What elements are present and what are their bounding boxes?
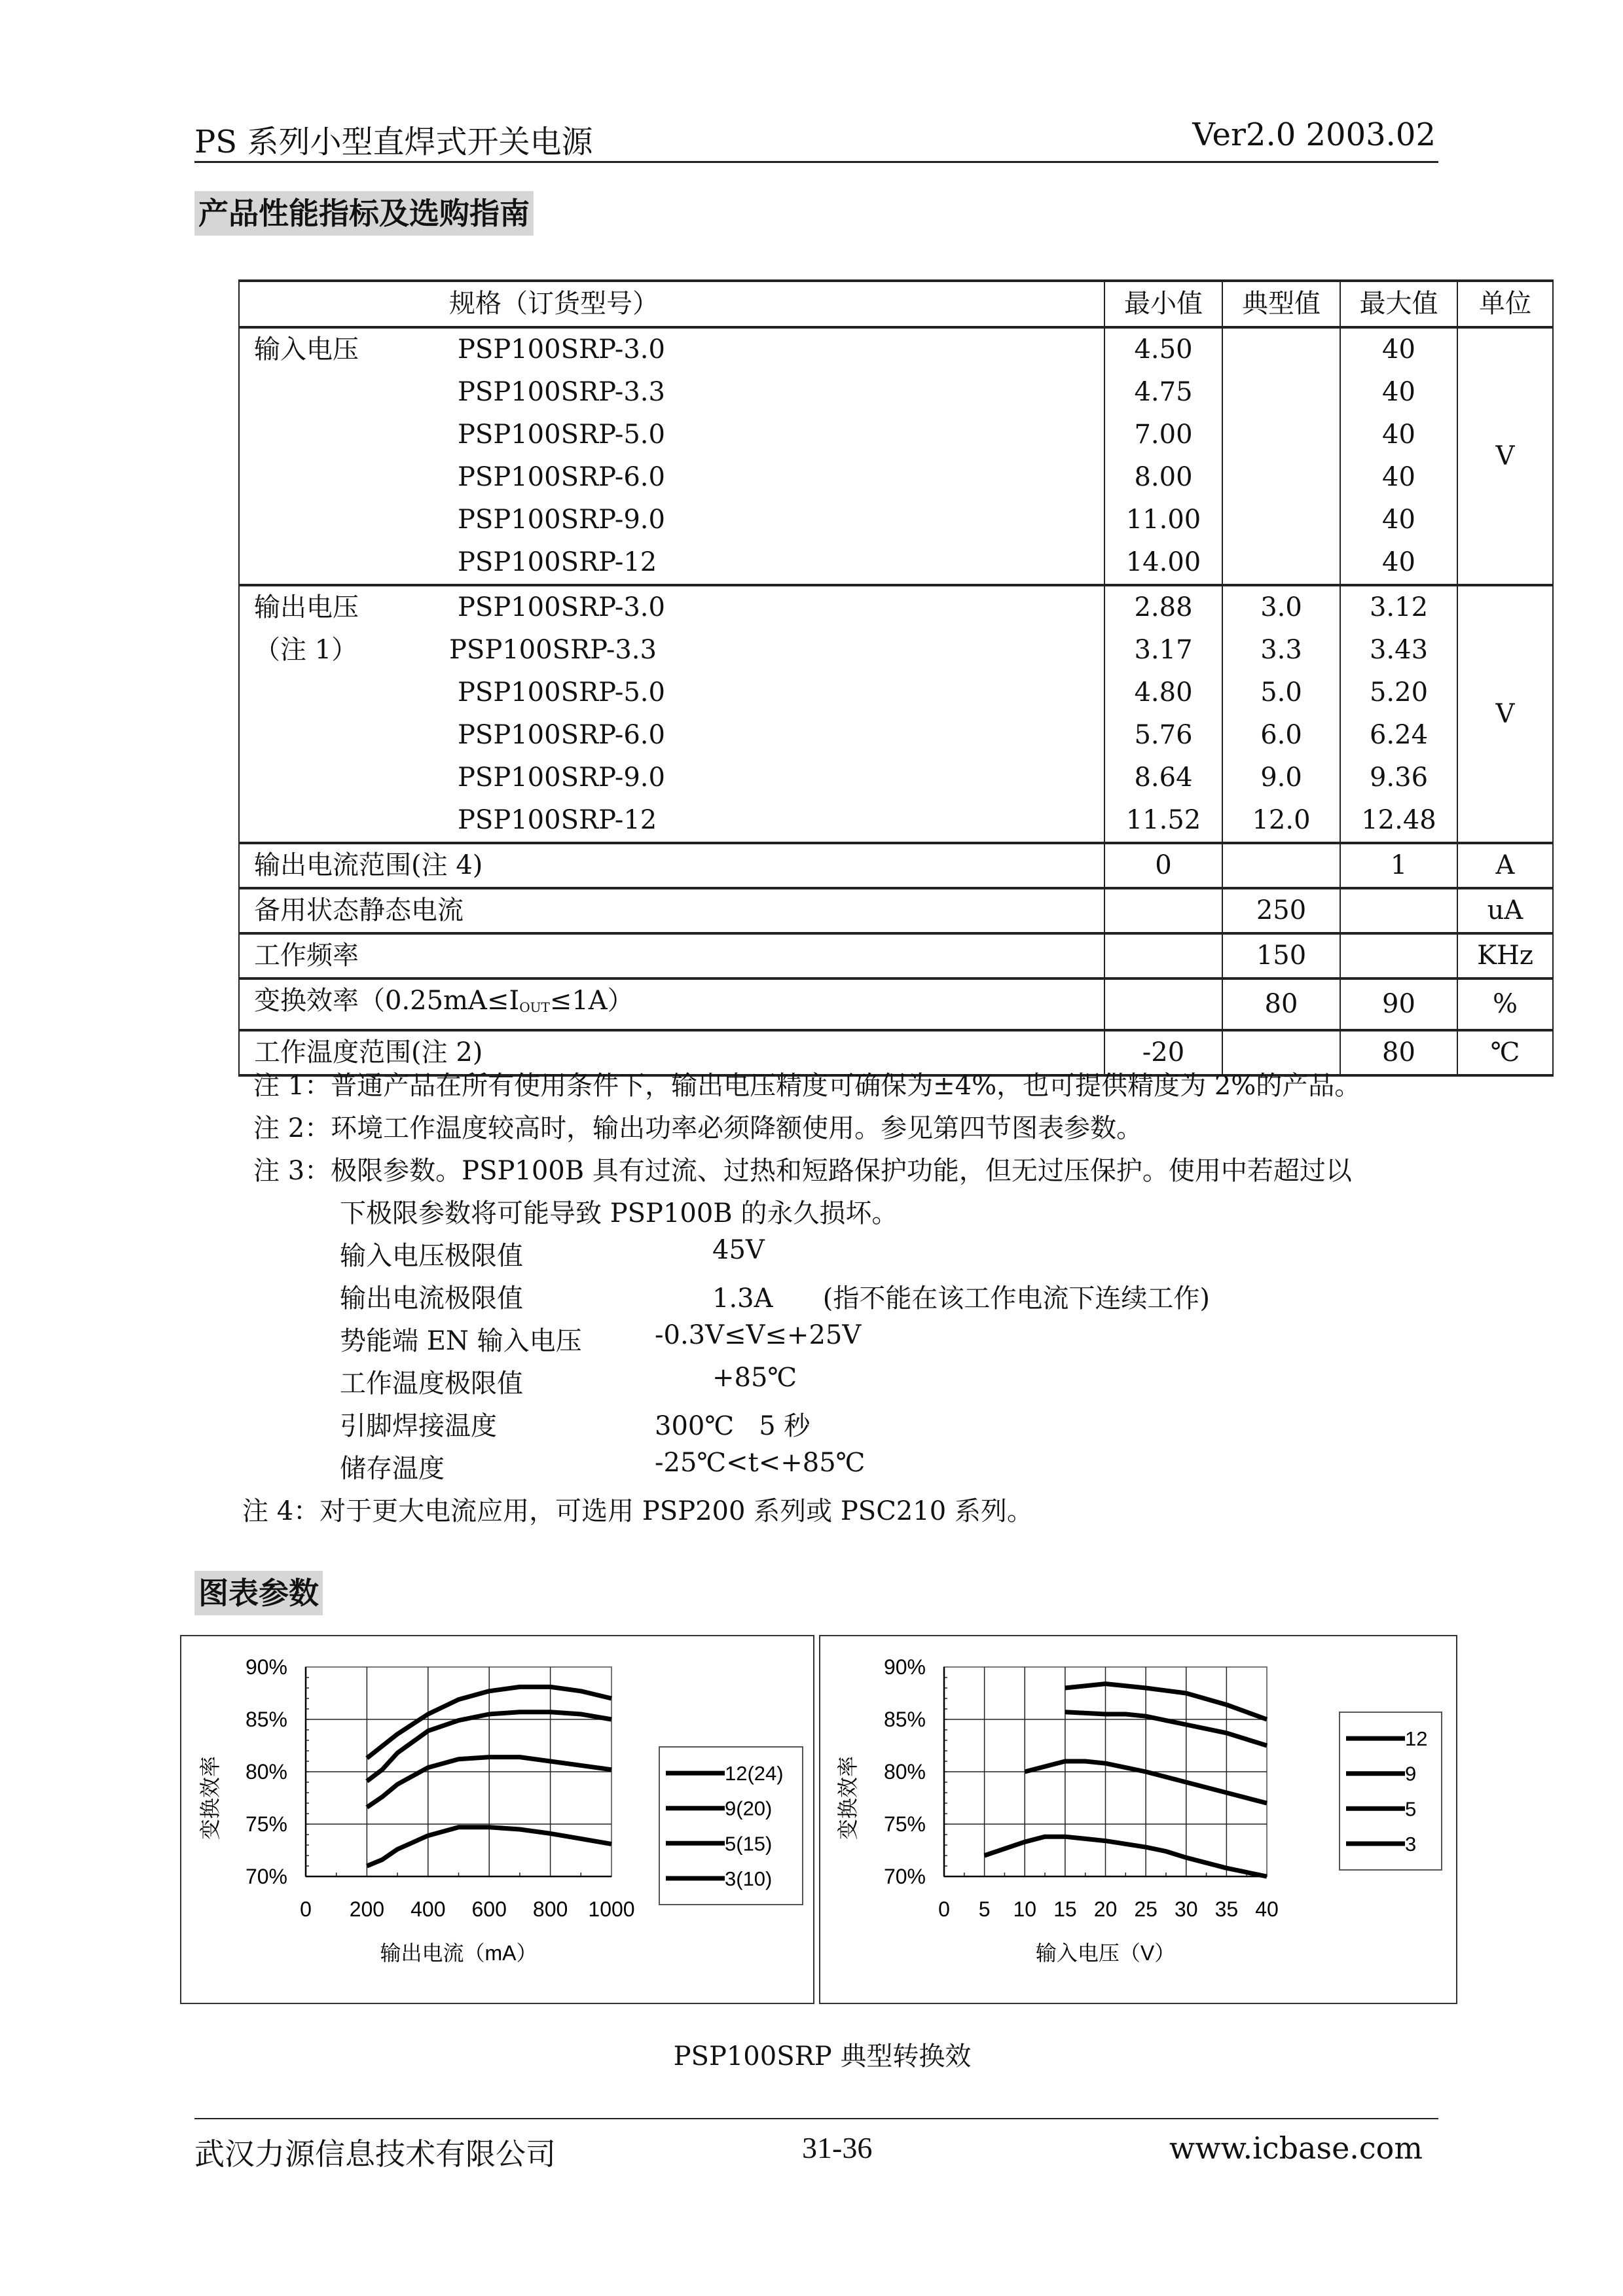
column-header: 规格（订货型号） xyxy=(239,281,1104,327)
x-tick-label: 400 xyxy=(410,1897,446,1921)
param-name-cell xyxy=(239,978,1104,1030)
chart-caption: PSP100SRP 典型转换效 xyxy=(673,2041,972,2072)
min-value xyxy=(1104,888,1222,933)
legend-label: 9 xyxy=(1405,1762,1417,1785)
table-row xyxy=(239,456,1553,499)
param-subscript: OUT xyxy=(519,999,550,1015)
footer-company: 武汉力源信息技术有限公司 xyxy=(194,2136,556,2172)
param-name: 输出电流范围(注 4) xyxy=(254,850,483,880)
limit-name: 输出电流极限值 xyxy=(340,1283,523,1314)
spec-cell xyxy=(239,414,1104,456)
x-tick-label: 20 xyxy=(1093,1897,1118,1921)
table-row xyxy=(239,672,1553,714)
spec-cell xyxy=(239,371,1104,414)
y-axis-label: 变换效率 xyxy=(198,1755,222,1840)
x-tick-label: 35 xyxy=(1214,1897,1239,1921)
table-header-row xyxy=(239,281,1553,327)
limit-value: 45V xyxy=(712,1235,765,1265)
spec-cell xyxy=(239,456,1104,499)
y-tick-label: 85% xyxy=(245,1708,287,1731)
header-rule xyxy=(194,161,1438,163)
x-tick-label: 40 xyxy=(1255,1897,1279,1921)
model-name: PSP100SRP-5.0 xyxy=(458,677,665,708)
table-row xyxy=(239,629,1553,672)
min-value: 0 xyxy=(1104,843,1222,888)
max-value: 80 xyxy=(1340,1030,1457,1075)
group-label: 输入电压 xyxy=(254,334,359,365)
min-value: 4.75 xyxy=(1104,371,1222,414)
max-value: 40 xyxy=(1340,541,1457,585)
typ-value xyxy=(1222,327,1340,371)
typ-value xyxy=(1222,541,1340,585)
max-value: 5.20 xyxy=(1340,672,1457,714)
legend-label: 12 xyxy=(1405,1727,1428,1751)
column-header: 典型值 xyxy=(1222,281,1340,327)
table-row xyxy=(239,714,1553,757)
note-1: 注 1：普通产品在所有使用条件下，输出电压精度可确保为±4%，也可提供精度为 2%的产品。 xyxy=(253,1071,1361,1101)
limit-name: 输入电压极限值 xyxy=(340,1241,523,1271)
x-tick-label: 0 xyxy=(300,1897,312,1921)
spec-cell xyxy=(239,541,1104,585)
section-title-specs: 产品性能指标及选购指南 xyxy=(194,191,534,236)
model-name: PSP100SRP-9.0 xyxy=(458,762,665,793)
param-name: 变换效率（0.25mA≤I xyxy=(254,986,520,1016)
typ-value xyxy=(1222,843,1340,888)
spec-cell xyxy=(239,757,1104,799)
typ-value: 5.0 xyxy=(1222,672,1340,714)
y-tick-label: 70% xyxy=(245,1865,287,1888)
min-value: 8.64 xyxy=(1104,757,1222,799)
param-name-cell xyxy=(239,843,1104,888)
note-3: 注 3：极限参数。PSP100B 具有过流、过热和短路保护功能，但无过压保护。使用中若超过以 xyxy=(253,1156,1352,1186)
table-row xyxy=(239,585,1553,629)
typ-value: 6.0 xyxy=(1222,714,1340,757)
x-tick-label: 800 xyxy=(532,1897,568,1921)
min-value: 5.76 xyxy=(1104,714,1222,757)
x-tick-label: 10 xyxy=(1013,1897,1037,1921)
document-title: PS 系列小型直焊式开关电源 xyxy=(194,124,593,160)
series-line-9 xyxy=(1065,1712,1267,1746)
max-value: 40 xyxy=(1340,371,1457,414)
y-tick-label: 70% xyxy=(883,1865,926,1888)
max-value: 40 xyxy=(1340,456,1457,499)
note-2: 注 2：环境工作温度较高时，输出功率必须降额使用。参见第四节图表参数。 xyxy=(253,1113,1143,1143)
column-header: 单位 xyxy=(1457,281,1553,327)
param-name-tail: ≤1A） xyxy=(549,986,634,1016)
spec-cell xyxy=(239,499,1104,541)
spec-cell xyxy=(239,714,1104,757)
y-axis-label: 变换效率 xyxy=(836,1755,860,1840)
legend-label: 3 xyxy=(1405,1832,1417,1856)
table-row xyxy=(239,499,1553,541)
typ-value: 80 xyxy=(1222,978,1340,1030)
footer-rule xyxy=(194,2118,1438,2119)
typ-value xyxy=(1222,456,1340,499)
limit-value: +85℃ xyxy=(712,1363,797,1393)
x-tick-label: 30 xyxy=(1174,1897,1198,1921)
spec-cell xyxy=(239,672,1104,714)
table-row xyxy=(239,757,1553,799)
model-name: PSP100SRP-3.3 xyxy=(449,635,657,665)
table-row xyxy=(239,978,1553,1030)
model-name: PSP100SRP-5.0 xyxy=(458,420,665,450)
param-name-cell xyxy=(239,933,1104,978)
max-value xyxy=(1340,888,1457,933)
unit-value: % xyxy=(1457,978,1553,1030)
max-value: 6.24 xyxy=(1340,714,1457,757)
limit-value: 300℃ 5 秒 xyxy=(655,1411,811,1441)
y-tick-label: 80% xyxy=(883,1760,926,1784)
table-row xyxy=(239,371,1553,414)
y-tick-label: 85% xyxy=(883,1708,926,1731)
typ-value xyxy=(1222,414,1340,456)
max-value: 3.43 xyxy=(1340,629,1457,672)
table-row xyxy=(239,888,1553,933)
y-tick-label: 90% xyxy=(883,1655,926,1679)
section-title-charts: 图表参数 xyxy=(194,1571,323,1615)
min-value xyxy=(1104,978,1222,1030)
model-name: PSP100SRP-12 xyxy=(458,805,657,835)
y-tick-label: 80% xyxy=(245,1760,287,1784)
footer-website[interactable]: www.icbase.com xyxy=(1169,2130,1423,2166)
max-value: 40 xyxy=(1340,499,1457,541)
legend-label: 3(10) xyxy=(725,1867,773,1890)
y-tick-label: 75% xyxy=(245,1812,287,1836)
x-tick-label: 15 xyxy=(1053,1897,1077,1921)
typ-value: 12.0 xyxy=(1222,799,1340,843)
typ-value: 3.0 xyxy=(1222,585,1340,629)
series-line-3 xyxy=(985,1837,1267,1876)
x-tick-label: 0 xyxy=(938,1897,950,1921)
max-value: 12.48 xyxy=(1340,799,1457,843)
typ-value: 250 xyxy=(1222,888,1340,933)
unit-value: V xyxy=(1457,585,1553,843)
y-tick-label: 75% xyxy=(883,1812,926,1836)
spec-cell xyxy=(239,585,1104,629)
max-value: 90 xyxy=(1340,978,1457,1030)
limit-value: 1.3A (指不能在该工作电流下连续工作) xyxy=(712,1283,1210,1314)
limit-name: 储存温度 xyxy=(340,1454,445,1484)
table-row xyxy=(239,541,1553,585)
x-tick-label: 200 xyxy=(349,1897,385,1921)
max-value: 3.12 xyxy=(1340,585,1457,629)
min-value: 8.00 xyxy=(1104,456,1222,499)
table-row xyxy=(239,843,1553,888)
efficiency-charts xyxy=(177,1630,1467,2009)
x-axis-label: 输入电压（V） xyxy=(1035,1941,1176,1965)
min-value: 3.17 xyxy=(1104,629,1222,672)
column-header: 最小值 xyxy=(1104,281,1222,327)
max-value: 40 xyxy=(1340,327,1457,371)
legend-label: 9(20) xyxy=(725,1797,773,1820)
legend-label: 5 xyxy=(1405,1797,1417,1821)
model-name: PSP100SRP-6.0 xyxy=(458,720,665,750)
min-value: 14.00 xyxy=(1104,541,1222,585)
model-name: PSP100SRP-6.0 xyxy=(458,462,665,492)
model-name: PSP100SRP-3.0 xyxy=(458,334,665,365)
param-name: 工作温度范围(注 2) xyxy=(254,1037,483,1067)
table-row xyxy=(239,327,1553,371)
unit-value: uA xyxy=(1457,888,1553,933)
typ-value: 3.3 xyxy=(1222,629,1340,672)
unit-value: V xyxy=(1457,327,1553,585)
limit-value: -25℃<t<+85℃ xyxy=(655,1448,866,1478)
unit-value: KHz xyxy=(1457,933,1553,978)
table-row xyxy=(239,933,1553,978)
spec-table xyxy=(238,279,1554,1077)
typ-value: 9.0 xyxy=(1222,757,1340,799)
min-value: 11.00 xyxy=(1104,499,1222,541)
legend-label: 5(15) xyxy=(725,1832,773,1856)
param-name: 备用状态静态电流 xyxy=(254,895,464,925)
max-value: 1 xyxy=(1340,843,1457,888)
min-value: 7.00 xyxy=(1104,414,1222,456)
typ-value xyxy=(1222,499,1340,541)
limit-name: 势能端 EN 输入电压 xyxy=(340,1326,582,1356)
min-value: 4.80 xyxy=(1104,672,1222,714)
x-axis-label: 输出电流（mA） xyxy=(380,1941,538,1965)
typ-value: 150 xyxy=(1222,933,1340,978)
unit-value: ℃ xyxy=(1457,1030,1553,1075)
spec-cell xyxy=(239,799,1104,843)
min-value: 11.52 xyxy=(1104,799,1222,843)
typ-value xyxy=(1222,371,1340,414)
min-value: 4.50 xyxy=(1104,327,1222,371)
spec-cell xyxy=(239,327,1104,371)
x-tick-label: 1000 xyxy=(588,1897,635,1921)
legend-label: 12(24) xyxy=(725,1762,784,1785)
column-header: 最大值 xyxy=(1340,281,1457,327)
group-label: 输出电压 xyxy=(254,592,359,622)
note-4: 注 4：对于更大电流应用，可选用 PSP200 系列或 PSC210 系列。 xyxy=(242,1496,1033,1526)
min-value xyxy=(1104,933,1222,978)
param-name: 工作频率 xyxy=(254,941,359,971)
table-row xyxy=(239,799,1553,843)
min-value: -20 xyxy=(1104,1030,1222,1075)
table-row xyxy=(239,414,1553,456)
x-tick-label: 600 xyxy=(471,1897,507,1921)
model-name: PSP100SRP-12 xyxy=(458,547,657,577)
limit-value: -0.3V≤V≤+25V xyxy=(655,1320,862,1350)
unit-value: A xyxy=(1457,843,1553,888)
limit-name: 引脚焊接温度 xyxy=(340,1411,497,1441)
min-value: 2.88 xyxy=(1104,585,1222,629)
model-name: PSP100SRP-3.3 xyxy=(458,377,665,407)
spec-cell xyxy=(239,629,1104,672)
limit-name: 工作温度极限值 xyxy=(340,1369,523,1399)
max-value: 40 xyxy=(1340,414,1457,456)
x-tick-label: 25 xyxy=(1134,1897,1158,1921)
param-name-cell xyxy=(239,888,1104,933)
max-value: 9.36 xyxy=(1340,757,1457,799)
footer-page-number: 31-36 xyxy=(802,2131,873,2164)
note-3-cont: 下极限参数将可能导致 PSP100B 的永久损坏。 xyxy=(340,1198,898,1229)
document-version: Ver2.0 2003.02 xyxy=(1192,117,1436,153)
y-tick-label: 90% xyxy=(245,1655,287,1679)
max-value xyxy=(1340,933,1457,978)
x-tick-label: 5 xyxy=(978,1897,991,1921)
model-name: PSP100SRP-3.0 xyxy=(458,592,665,622)
group-sublabel: （注 1） xyxy=(254,635,358,665)
model-name: PSP100SRP-9.0 xyxy=(458,505,665,535)
